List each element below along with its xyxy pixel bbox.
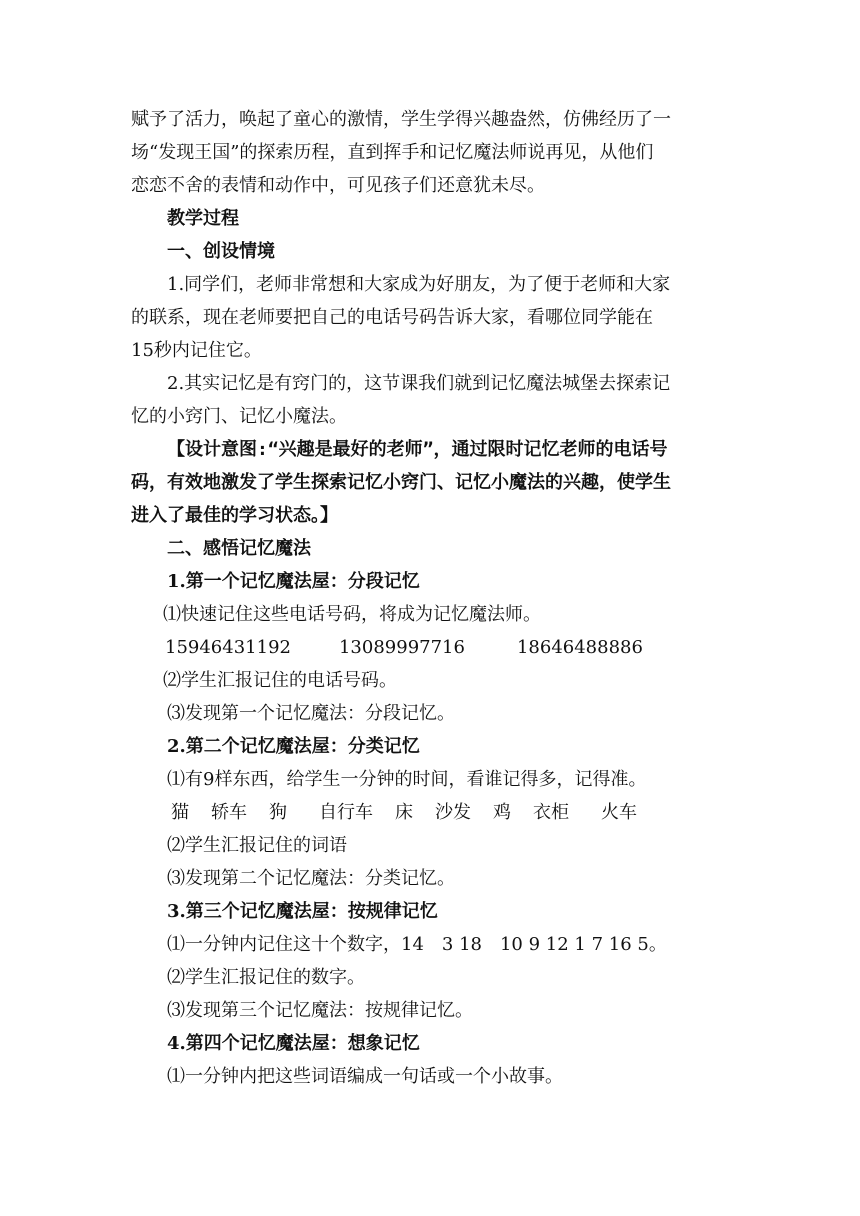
house2-step3: ⑶发现第二个记忆魔法：分类记忆。 xyxy=(167,868,455,889)
word-item: 轿车 xyxy=(211,802,247,823)
word-list xyxy=(131,796,731,829)
house1-step1: ⑴快速记住这些电话号码，将成为记忆魔法师。 xyxy=(163,604,541,625)
word-item: 自行车 xyxy=(319,802,373,823)
house3-step2: ⑵学生汇报记住的数字。 xyxy=(167,967,365,988)
design-note-line: 【设计意图:“兴趣是最好的老师”，通过限时记忆老师的电话号 xyxy=(167,439,668,460)
house1-title: 1.第一个记忆魔法屋：分段记忆 xyxy=(167,571,420,592)
word-item: 沙发 xyxy=(435,802,471,823)
house2-step1: ⑴有9样东西，给学生一分钟的时间，看谁记得多，记得准。 xyxy=(167,769,647,790)
heading-teaching-process: 教学过程 xyxy=(167,208,239,229)
word-item: 鸡 xyxy=(493,802,511,823)
word-item: 猫 xyxy=(171,802,189,823)
section1-title: 一、创设情境 xyxy=(167,241,275,262)
design-note-line: 进入了最佳的学习状态。】 xyxy=(131,505,338,526)
word-item: 火车 xyxy=(601,802,637,823)
house3-step1: ⑴一分钟内记住这十个数字，14 3 18 10 9 12 1 7 16 5。 xyxy=(167,934,667,955)
house4-step1: ⑴一分钟内把这些词语编成一句话或一个小故事。 xyxy=(167,1066,563,1087)
house1-step2: ⑵学生汇报记住的电话号码。 xyxy=(163,670,397,691)
phone-number-list xyxy=(131,631,731,664)
document-page xyxy=(131,103,731,1093)
house4-title: 4.第四个记忆魔法屋：想象记忆 xyxy=(167,1033,420,1054)
house3-title: 3.第三个记忆魔法屋：按规律记忆 xyxy=(167,901,438,922)
word-item: 狗 xyxy=(269,802,287,823)
house2-title: 2.第二个记忆魔法屋：分类记忆 xyxy=(167,736,420,757)
word-item: 床 xyxy=(395,802,413,823)
phone-number: 13089997716 xyxy=(338,637,465,658)
section1-paragraph2-line: 2.其实记忆是有窍门的，这节课我们就到记忆魔法城堡去探索记 xyxy=(167,373,671,394)
section1-paragraph1-line: 15秒内记住它。 xyxy=(131,340,262,361)
phone-number: 15946431192 xyxy=(165,637,291,658)
house3-step3: ⑶发现第三个记忆魔法：按规律记忆。 xyxy=(167,1000,473,1021)
section1-paragraph1-line: 1.同学们，老师非常想和大家成为好朋友，为了便于老师和大家 xyxy=(167,274,671,295)
intro-line: 赋予了活力，唤起了童心的激情，学生学得兴趣盎然，仿佛经历了一 xyxy=(131,109,671,130)
intro-line: 场“发现王国”的探索历程，直到挥手和记忆魔法师说再见，从他们 xyxy=(131,142,654,163)
design-note-line: 码，有效地激发了学生探索记忆小窍门、记忆小魔法的兴趣，使学生 xyxy=(131,472,671,493)
house1-step3: ⑶发现第一个记忆魔法：分段记忆。 xyxy=(167,703,455,724)
section1-paragraph2-line: 忆的小窍门、记忆小魔法。 xyxy=(131,406,347,427)
intro-line: 恋恋不舍的表情和动作中，可见孩子们还意犹未尽。 xyxy=(131,175,545,196)
section1-paragraph1-line: 的联系，现在老师要把自己的电话号码告诉大家，看哪位同学能在 xyxy=(131,307,653,328)
phone-number: 18646488886 xyxy=(516,637,643,658)
section2-title: 二、感悟记忆魔法 xyxy=(167,538,311,559)
house2-step2: ⑵学生汇报记住的词语 xyxy=(167,835,347,856)
word-item: 衣柜 xyxy=(533,802,569,823)
